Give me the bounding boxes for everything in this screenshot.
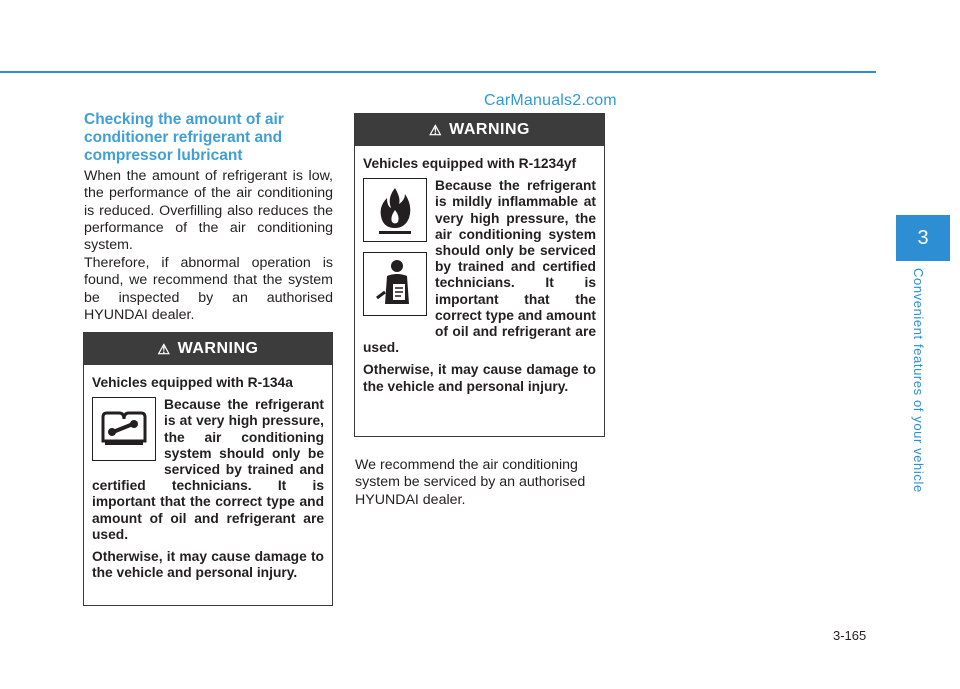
warning-subtitle: Vehicles equipped with R-1234yf (363, 156, 577, 171)
warning-text: Because the refrigerant is at very high pressure, the air conditioning system should only be serviced by trained and certified technicians. It is important that the correct type and amount of oil and refrigerant are used. (92, 397, 324, 542)
warning-consequence: Otherwise, it may cause damage to the vehicle and personal injury. (92, 549, 324, 581)
chapter-title: Convenient features of your vehicle (911, 268, 926, 493)
paragraph-service-recommendation: We recommend the air conditioning system be serviced by an authorised HYUNDAI dealer. (355, 457, 586, 508)
section-heading: Checking the amount of air conditioner refrigerant and compressor lubricant (84, 111, 284, 164)
chapter-tab: 3 (896, 215, 950, 261)
warning-triangle-icon: ⚠ (157, 340, 171, 357)
technician-icon (363, 252, 427, 316)
flammable-icon (363, 178, 427, 242)
manual-wrench-icon (92, 397, 156, 461)
warning-text: Because the refrigerant is mildly inflammable at very high pressure, the air conditioning system should only be serviced by trained and certified technicians. It is important that the correct type and amount of oil and refrigerant are used. (363, 178, 596, 356)
warning-consequence: Otherwise, it may cause damage to the vehicle and personal injury. (363, 362, 596, 394)
top-rule (0, 71, 876, 73)
paragraph-inspection: Therefore, if abnormal operation is found, we recommend that the system be inspected by an authorised HYUNDAI dealer. (84, 255, 333, 323)
warning-subtitle: Vehicles equipped with R-134a (92, 375, 293, 390)
warning-title: WARNING (449, 121, 530, 138)
warning-title: WARNING (177, 340, 259, 357)
warning-box-r134a (83, 332, 333, 606)
paragraph-refrigerant-low: When the amount of refrigerant is low, the performance of the air conditioning is reduced. Overfilling also reduces the performance of the air conditioning system. (84, 168, 333, 254)
watermark: CarManuals2.com (484, 92, 617, 109)
warning-header (84, 333, 332, 365)
warning-triangle-icon: ⚠ (429, 121, 443, 138)
page-number: 3-165 (833, 628, 867, 643)
warning-header (355, 114, 604, 146)
warning-box-r1234yf (354, 113, 605, 437)
